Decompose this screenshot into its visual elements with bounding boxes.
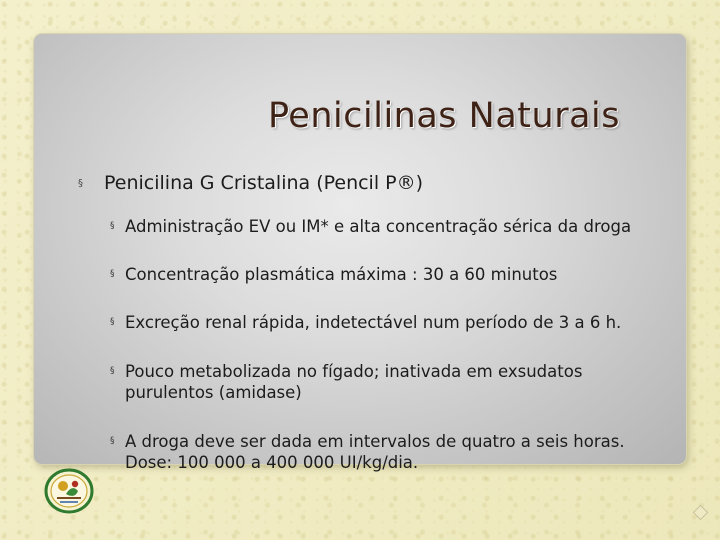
sub-bullet-5 [110,431,710,473]
main-bullet-text: Penicilina G Cristalina (Pencil P®) [104,172,424,194]
bullet-marker-icon: § [110,269,115,279]
sub-bullet-4 [110,361,710,403]
sub-bullet-text: Administração EV ou IM* e alta concentração sérica da droga [125,217,632,236]
sub-bullet-text: Pouco metabolizada no fígado; inativada em exsudatos [125,362,583,381]
corner-ornament-icon [693,505,709,521]
main-bullet [78,172,423,194]
sub-bullet-text: Concentração plasmática máxima : 30 a 60 minutos [125,265,558,284]
bullet-marker-icon: § [78,178,83,189]
slide-title: Penicilinas Naturais [267,96,620,136]
sub-bullet-3 [110,312,710,333]
slide-content-panel [34,34,686,472]
sub-bullet-text: Excreção renal rápida, indetectável num período de 3 a 6 h. [125,313,622,332]
sub-bullet-text-continued: purulentos (amidase) [125,383,302,402]
logo-seal-icon [44,468,94,514]
sub-bullet-text: A droga deve ser dada em intervalos de quatro a seis horas. [125,432,625,451]
bullet-marker-icon: § [110,436,115,446]
sub-bullet-text-continued: Dose: 100 000 a 400 000 UI/kg/dia. [125,453,419,472]
bullet-marker-icon: § [110,366,115,376]
bullet-marker-icon: § [110,317,115,327]
bullet-marker-icon: § [110,221,115,231]
sub-bullet-1 [110,216,710,237]
sub-bullet-2 [110,264,710,285]
